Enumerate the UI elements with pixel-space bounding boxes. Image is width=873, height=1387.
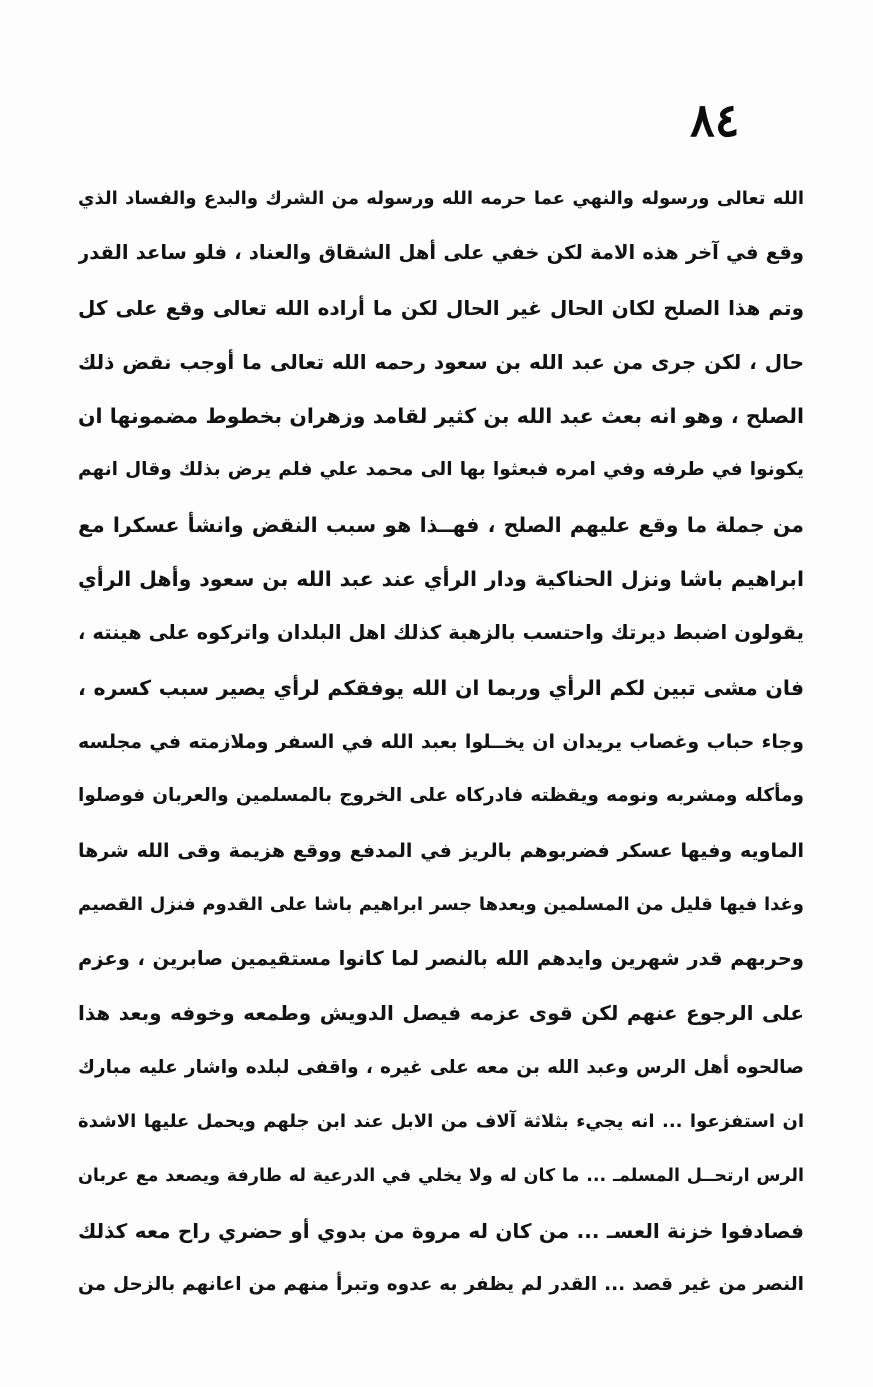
text-line: فصادفوا خزنة العسـ ... من كان له مروة من بدوي أو حضري راح معه كذلك xyxy=(78,1218,804,1243)
text-line: ومأكله ومشربه ونومه ويقظته فادركاه على الخروج بالمسلمين والعربان فوصلوا xyxy=(78,785,804,807)
text-line: وحربهم قدر شهرين وايدهم الله بالنصر لما كانوا مستقيمين صابرين ، وعزم xyxy=(78,947,804,971)
text-line: وتم هذا الصلح لكان الحال غير الحال لكن ما أراده الله تعالى وقع على كل xyxy=(78,295,804,320)
text-line: وجاء حباب وغصاب يريدان ان يخــلوا بعبد الله في السفر وملازمته في مجلسه xyxy=(78,730,804,753)
text-line: الصلح ، وهو انه بعث عبد الله بن كثير لقامد وزهران بخطوط مضمونها ان xyxy=(78,404,804,429)
text-line: ابراهيم باشا ونزل الحناكية ودار الرأي عند عبد الله بن سعود وأهل الرأي xyxy=(78,567,804,592)
page-number: ٨٤ xyxy=(690,93,740,147)
text-line: النصر من غير قصد ... القدر لم يظفر به عدوه وتبرأ منهم من اعانهم بالزحل من xyxy=(78,1273,804,1295)
text-line: الماويه وفيها عسكر فضربوهم بالريز في المدفع ووقع هزيمة وقى الله شرها xyxy=(78,839,804,862)
text-line: وقع في آخر هذه الامة لكن خفي على أهل الشقاق والعناد ، فلو ساعد القدر xyxy=(78,241,804,265)
text-line: على الرجوع عنهم لكن قوى عزمه فيصل الدويش وطمعه وخوفه وبعد هذا xyxy=(78,1001,804,1026)
text-line: وغدا فيها قليل من المسلمين وبعدها جسر ابراهيم باشا على القدوم فنزل القصيم xyxy=(78,893,804,915)
text-line: يقولون اضبط ديرتك واحتسب بالزهبة كذلك اهل البلدان واتركوه على هينته ، xyxy=(78,621,804,645)
text-line: صالحوه أهل الرس وعبد الله بن معه على غيره ، واقفى لبلده واشار عليه مبارك xyxy=(78,1056,804,1078)
text-line: ان استفزعوا ... انه يجيء بثلاثة آلاف من الابل عند ابن جلهم ويحمل عليها الاشدة xyxy=(78,1111,804,1133)
text-line: الرس ارتحــل المسلمـ ... ما كان له ولا يخلي في الدرعية له طارفة ويصعد مع عربان xyxy=(78,1166,804,1187)
text-line: الله تعالى ورسوله والنهي عما حرمه الله ورسوله من الشرك والبدع والفساد الذي xyxy=(78,188,804,209)
body-text xyxy=(78,172,804,1312)
text-line: حال ، لكن جرى من عبد الله بن سعود رحمه الله تعالى ما أوجب نقض ذلك xyxy=(78,349,804,374)
text-line: يكونوا في طرفه وفي امره فبعثوا بها الى محمد علي فلم يرض بذلك وقال انهم xyxy=(78,459,804,481)
text-line: فان مشى تبين لكم الرأي وربما ان الله يوفقكم لرأي يصير سبب كسره ، xyxy=(78,675,804,700)
text-line: من جملة ما وقع عليهم الصلح ، فهــذا هو سبب النقض وانشأ عسكرا مع xyxy=(78,512,804,537)
